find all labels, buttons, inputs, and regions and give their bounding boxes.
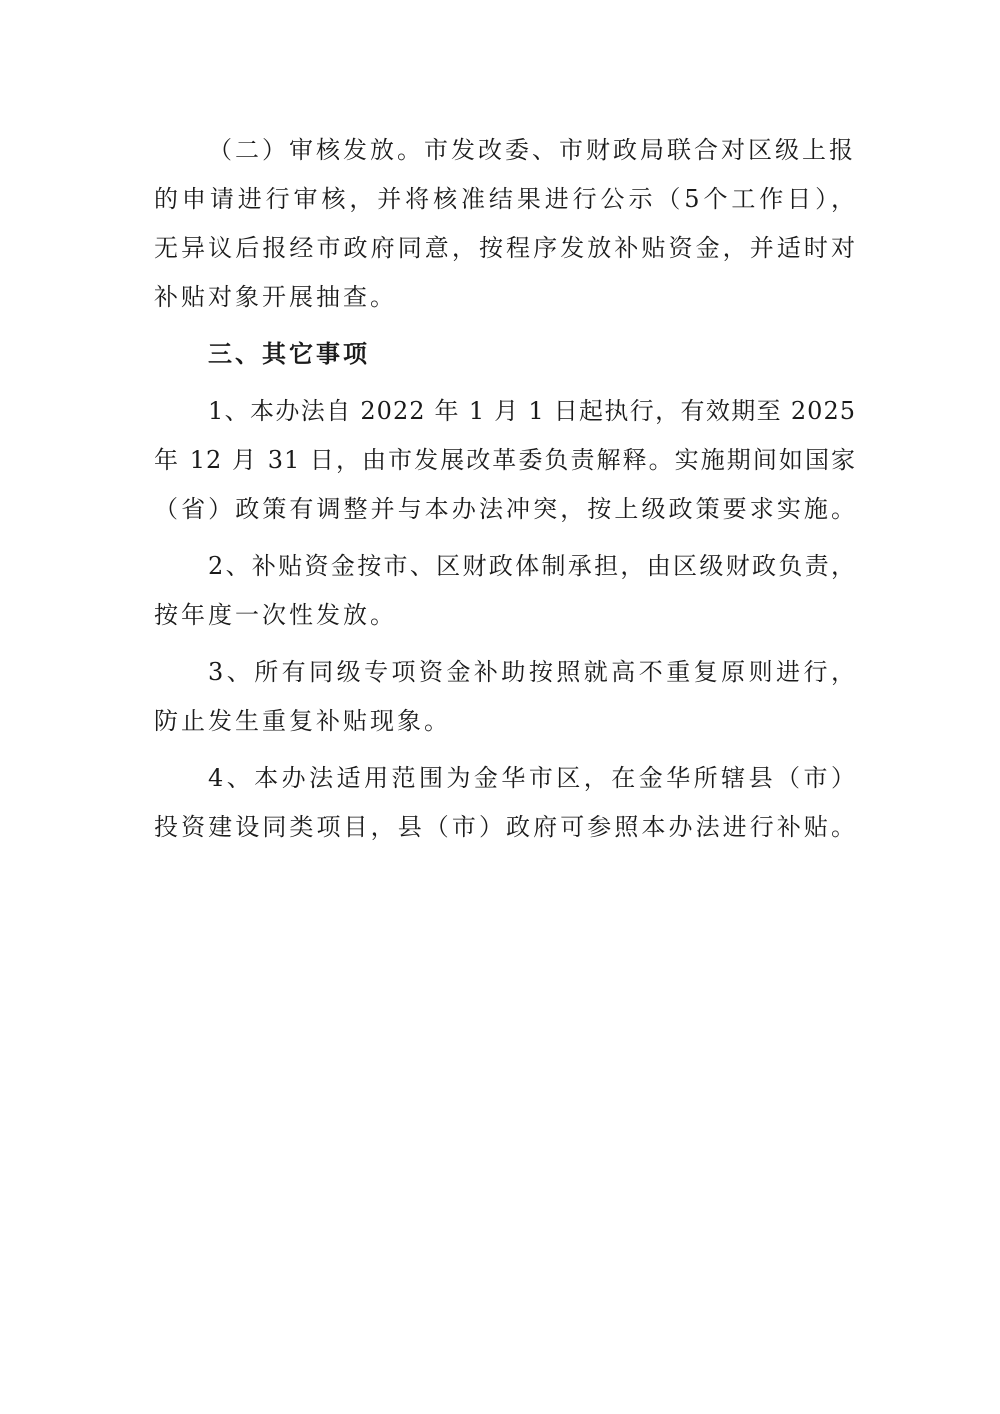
text-line: 年 12 月 31 日，由市发展改革委负责解释。实施期间如国家	[154, 446, 856, 474]
spacer	[154, 379, 856, 387]
text-line: 3、所有同级专项资金补助按照就高不重复原则进行，	[208, 658, 856, 686]
paragraph-item-1	[154, 387, 856, 534]
text-line: 补贴对象开展抽查。	[154, 283, 397, 311]
text-line: 无异议后报经市政府同意，按程序发放补贴资金，并适时对	[154, 234, 856, 262]
spacer	[154, 534, 856, 542]
text-line: 按年度一次性发放。	[154, 601, 397, 629]
paragraph-item-4	[154, 754, 856, 852]
text-line: 投资建设同类项目，县（市）政府可参照本办法进行补贴。	[154, 813, 856, 841]
paragraph-item-3	[154, 648, 856, 746]
spacer	[154, 322, 856, 330]
text-line: （省）政策有调整并与本办法冲突，按上级政策要求实施。	[154, 495, 856, 523]
text-line: 2、补贴资金按市、区财政体制承担，由区级财政负责，	[208, 552, 856, 580]
text-line: 的申请进行审核，并将核准结果进行公示（5个工作日），	[154, 185, 856, 213]
paragraph-item-2	[154, 542, 856, 640]
spacer	[154, 640, 856, 648]
section-heading-other-matters: 三、其它事项	[208, 340, 370, 368]
text-line: 4、本办法适用范围为金华市区，在金华所辖县（市）	[208, 764, 856, 792]
document-body	[154, 126, 856, 852]
spacer	[154, 746, 856, 754]
paragraph-review-and-distribution	[154, 126, 856, 322]
text-line: 防止发生重复补贴现象。	[154, 707, 451, 735]
text-line: （二）审核发放。市发改委、市财政局联合对区级上报	[208, 136, 856, 164]
text-line: 1、本办法自 2022 年 1 月 1 日起执行，有效期至 2025	[208, 397, 856, 425]
